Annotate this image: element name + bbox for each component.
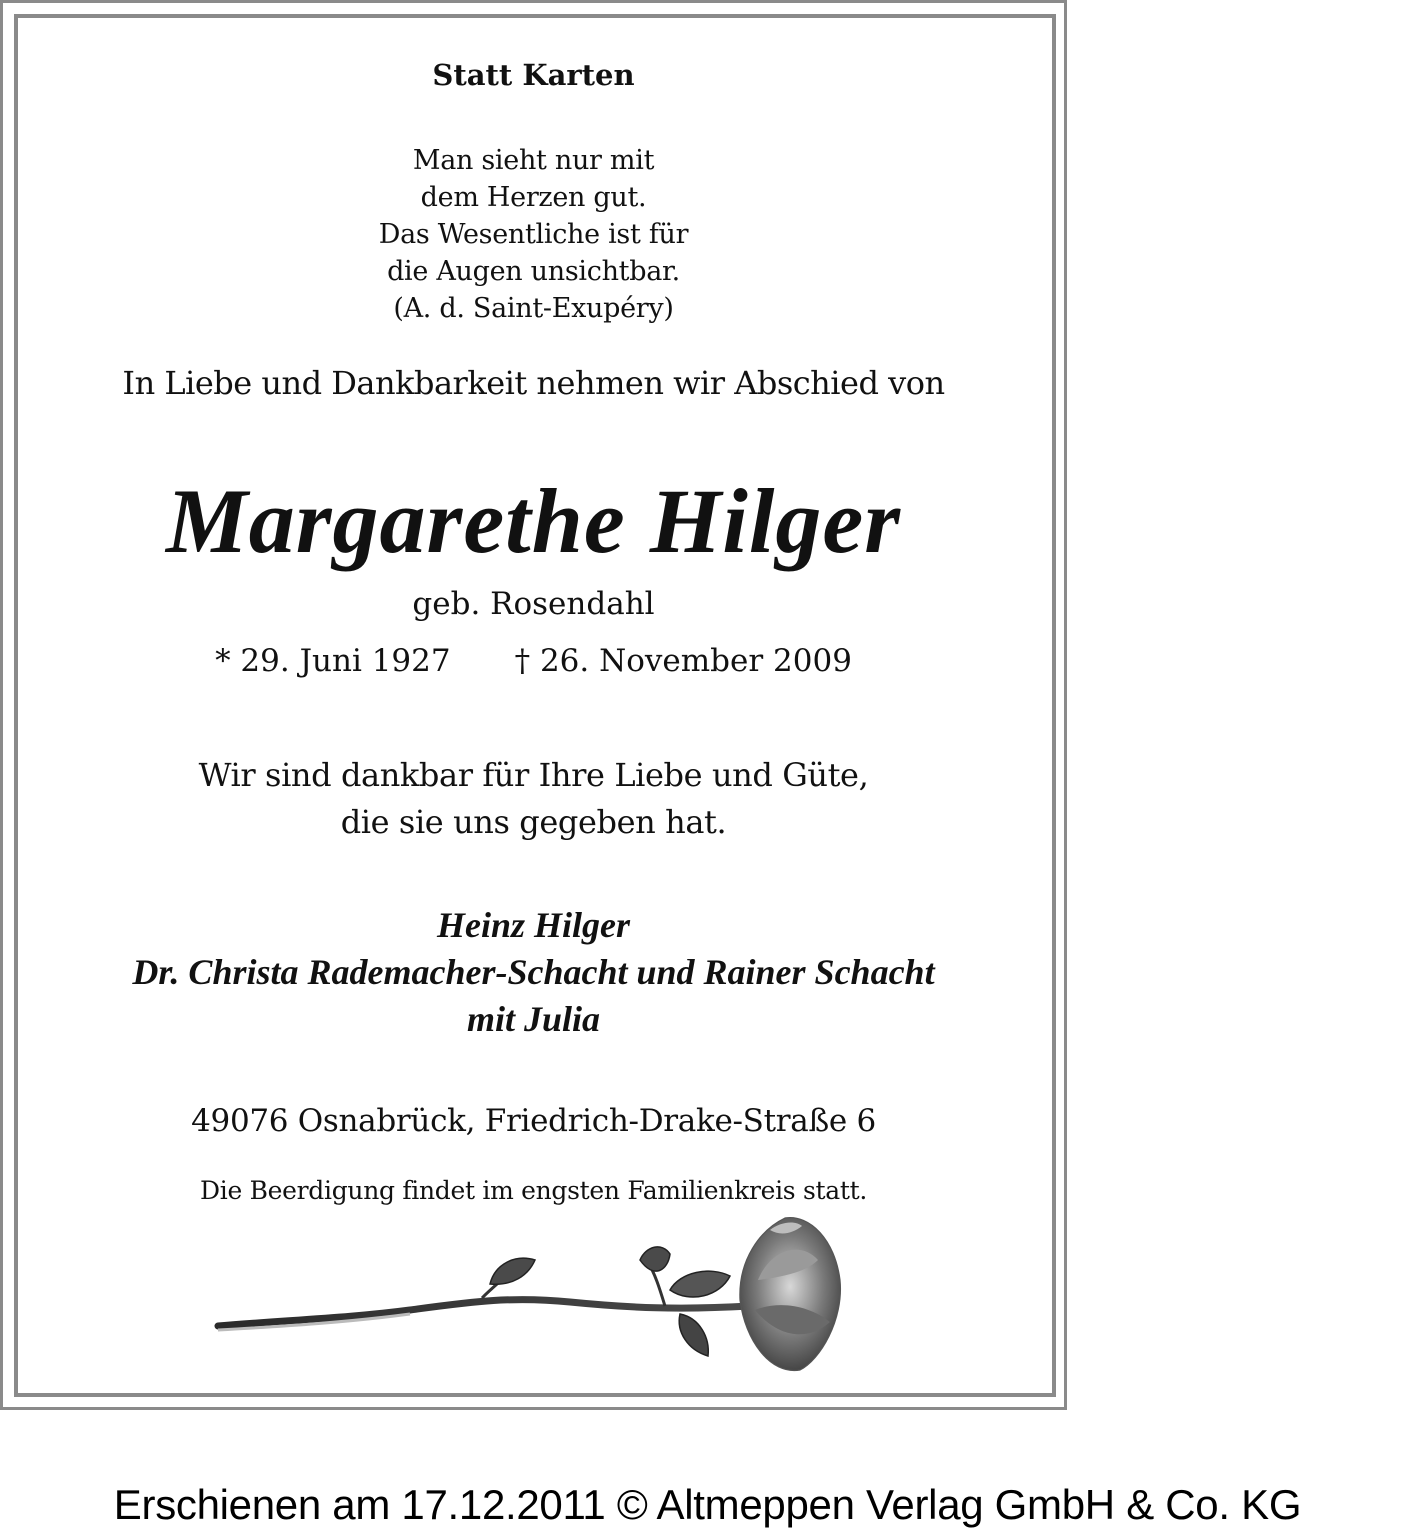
funeral-note: Die Beerdigung findet im engsten Familienkreis statt. <box>200 1176 867 1205</box>
quote-line: Man sieht nur mit <box>412 145 655 176</box>
thanks-line: Wir sind dankbar für Ihre Liebe und Güte, <box>198 756 869 794</box>
birth-date: * 29. Juni 1927 <box>215 643 451 679</box>
notice-heading: Statt Karten <box>432 58 635 92</box>
rose-icon <box>210 1210 850 1390</box>
quote-line: dem Herzen gut. <box>420 182 647 213</box>
publication-footer: Erschienen am 17.12.2011 © Altmeppen Verlag GmbH & Co. KG <box>113 1481 1302 1528</box>
family-member: mit Julia <box>466 999 601 1039</box>
family-block <box>0 902 1067 1043</box>
quote-line: Das Wesentliche ist für <box>378 219 689 250</box>
family-member: Dr. Christa Rademacher-Schacht und Rainer Schacht <box>132 952 935 992</box>
birth-name: geb. Rosendahl <box>412 586 655 622</box>
deceased-name: Margarethe Hilger <box>165 470 902 572</box>
quote-block <box>0 142 1067 327</box>
quote-line: die Augen unsichtbar. <box>387 256 680 287</box>
thanks-block <box>0 752 1067 846</box>
thanks-line: die sie uns gegeben hat. <box>340 803 727 841</box>
address: 49076 Osnabrück, Friedrich-Drake-Straße 6 <box>191 1103 876 1139</box>
life-dates <box>0 643 1067 679</box>
family-member: Heinz Hilger <box>436 905 630 945</box>
death-date: † 26. November 2009 <box>514 643 852 679</box>
intro-text: In Liebe und Dankbarkeit nehmen wir Abschied von <box>122 364 945 402</box>
quote-attribution: (A. d. Saint-Exupéry) <box>393 293 674 324</box>
